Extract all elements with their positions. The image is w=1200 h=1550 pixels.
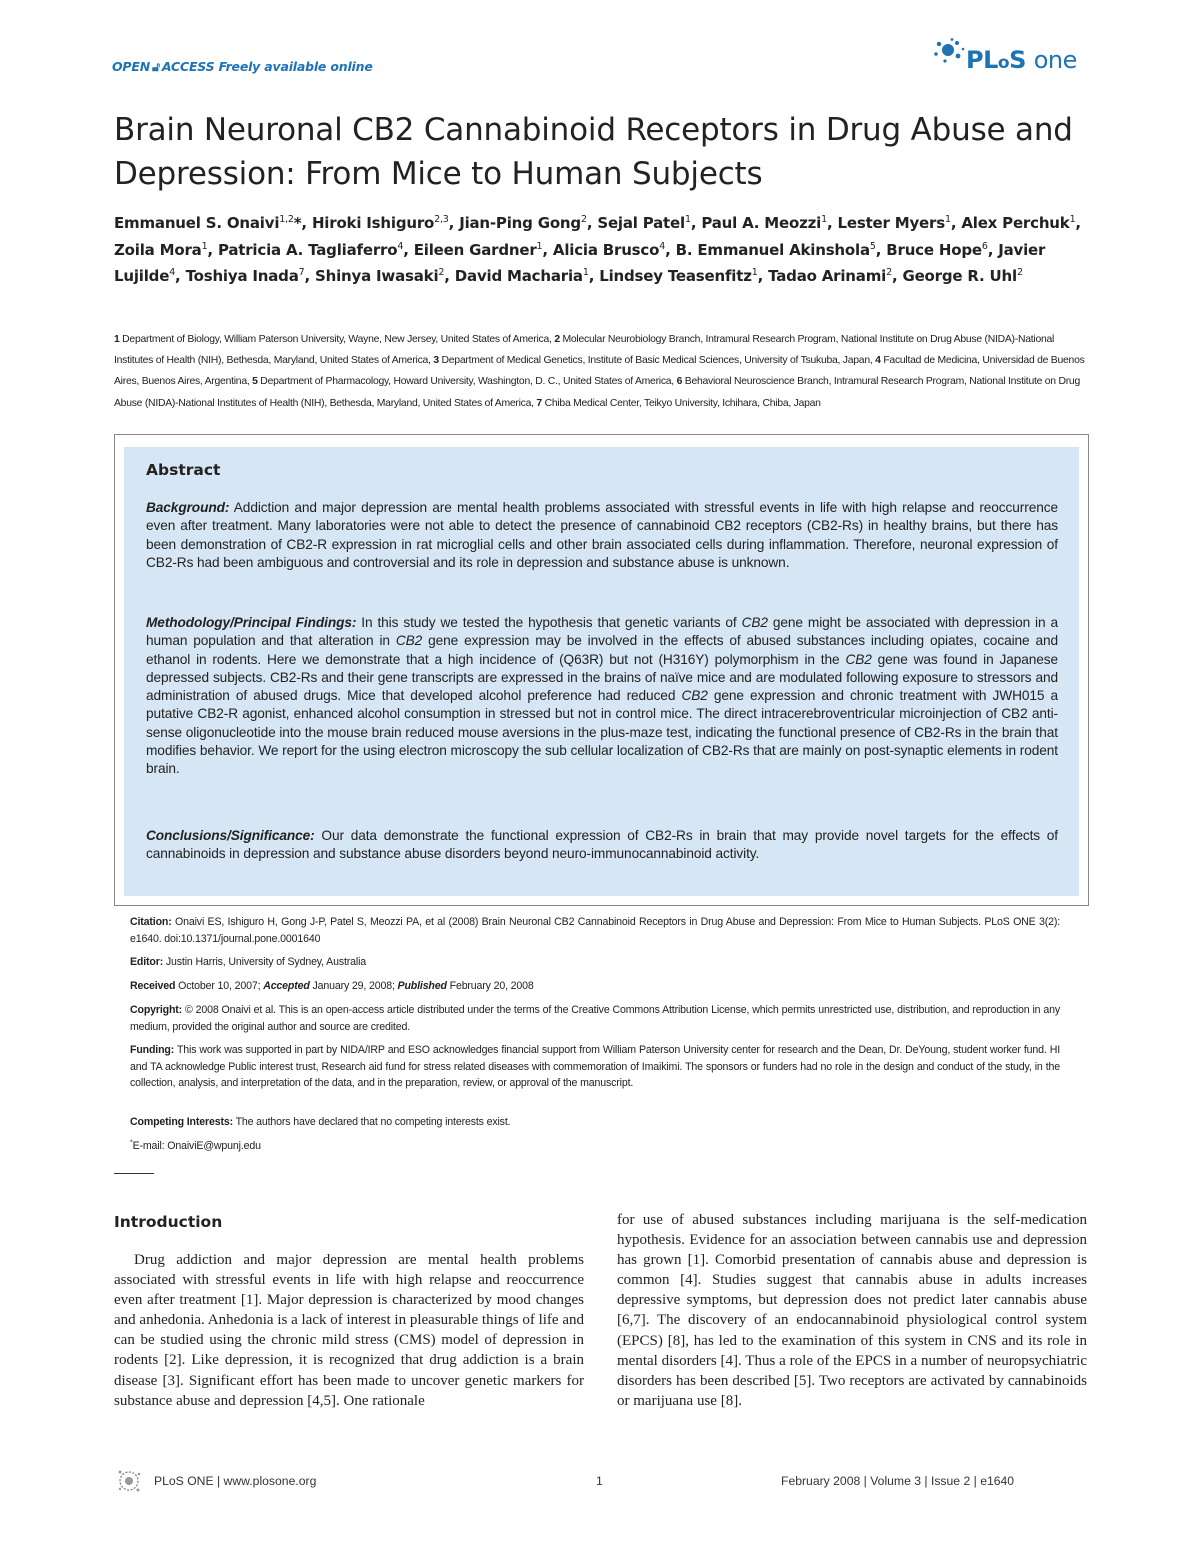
author-affiliation-mark: 2 <box>438 267 445 278</box>
plos-one-wordmark: PLoS one <box>966 46 1077 74</box>
author-affiliation-mark: 2,3 <box>434 214 449 225</box>
copyright: Copyright: © 2008 Onaivi et al. This is an open-access article distributed under the terms of the Creative Commons Attribution License, which permits unrestricted use, distribution, and reproduction in any medium, provided the original author and source are credited. <box>130 1004 1060 1033</box>
author-separator: , <box>875 240 887 259</box>
author-name: Patricia A. Tagliaferro <box>217 240 398 259</box>
affiliation-number: 2 <box>554 334 560 345</box>
author-name: Hiroki Ishiguro <box>311 214 435 232</box>
author-affiliation-mark: 1 <box>821 214 827 225</box>
footer-page-number: 1 <box>596 1474 603 1488</box>
affiliations <box>114 329 1094 414</box>
author-affiliation-mark: 7 <box>298 267 305 278</box>
email: *E-mail: OnaiviE@wpunj.edu <box>130 1139 261 1152</box>
freely-available-label: Freely available online <box>218 59 373 74</box>
author-affiliation-mark: 1 <box>582 267 589 278</box>
author-name: Lindsey Teasenfitz <box>599 267 752 285</box>
author-separator: , <box>665 240 676 259</box>
author-affiliation-mark: 1 <box>536 240 543 252</box>
author-separator: , <box>207 240 218 259</box>
author-name: Eileen Gardner <box>413 240 537 259</box>
author-affiliation-mark: 1 <box>201 240 208 252</box>
author-affiliation-mark: 5 <box>869 240 876 252</box>
introduction-heading: Introduction <box>114 1213 223 1231</box>
affiliation-number: 1 <box>114 334 120 345</box>
author-affiliation-mark: 4 <box>659 240 666 252</box>
affiliation-text: Molecular Neurobiology Branch, Intramural Research Program, National Institute on Drug Abuse (NIDA)-National Institutes of Health (NIH), Bethesda, Maryland, United States of America, <box>114 334 1055 367</box>
author-name: Tadao Arinami <box>768 267 887 285</box>
author-separator: , <box>542 240 553 259</box>
affiliation-number: 7 <box>536 397 542 409</box>
author-name: Toshiya Inada <box>185 267 299 285</box>
affiliation-number: 4 <box>875 355 881 367</box>
author-separator: , <box>987 240 999 259</box>
affiliation-number: 6 <box>676 376 683 388</box>
author-separator: , <box>891 267 903 285</box>
author-affiliation-mark: 6 <box>981 240 988 252</box>
author-affiliation-mark: 2 <box>1016 267 1023 278</box>
author-name: Lester Myers <box>837 214 945 232</box>
author-name: Emmanuel S. Onaivi <box>114 214 280 232</box>
author-name: Alex Perchuk <box>961 214 1070 232</box>
author-separator: , <box>175 267 186 285</box>
open-access-banner <box>112 59 373 75</box>
abstract-methods-paragraph: Methodology/Principal Findings: In this study we tested the hypothesis that genetic variants of CB2 gene might be associated with depression in a human population and that alteration in CB2 gene expression may be involved in the effects of abused substances including opiates, cocaine and ethanol in rodents. Here we demonstrate that a high incidence of (Q63R) but not (H316Y) polymorphism in the CB2 gene was found in Japanese depressed subjects. CB2-Rs and their gene transcripts are expressed in the brains of naïve mice and are modulated following exposure to stressors and administration of abused drugs. Mice that developed alcohol preference had reduced CB2 gene expression and chronic treatment with JWH015 a putative CB2-R agonist, enhanced alcohol consumption in stressed but not in control mice. The direct intracerebroventricular microinjection of CB2 anti-sense oligonucleotide into the mouse brain reduced mouse aversions in the plus-maze test, indicating the functional presence of CB2-Rs in the brain that modifies behavior. We report for the using electron microscopy the sub cellular localization of CB2-Rs that are mainly on post-synaptic elements in rodent brain. <box>146 615 1059 777</box>
author-affiliation-mark: 2 <box>580 214 587 225</box>
affiliation-number: 5 <box>252 376 258 388</box>
affiliation-text: Chiba Medical Center, Teikyo University, Ichihara, Chiba, Japan <box>541 397 821 409</box>
editor: Editor: Justin Harris, University of Sydney, Australia <box>130 956 367 968</box>
author-affiliation-mark: 1,2 <box>279 214 294 225</box>
footer-journal: PLoS ONE | www.plosone.org <box>154 1474 317 1488</box>
author-name: Shinya Iwasaki <box>315 267 439 285</box>
author-name: Paul A. Meozzi <box>701 214 822 232</box>
affiliation-number: 3 <box>433 355 439 367</box>
affiliation-text: Facultad de Medicina, Universidad de Buenos Aires, Buenos Aires, Argentina, <box>114 355 1085 388</box>
affiliation-text: Department of Pharmacology, Howard University, Washington, D. C., United States of America, <box>257 376 677 388</box>
author-separator: , <box>448 214 460 232</box>
author-name: Jian-Ping Gong <box>459 214 581 232</box>
author-separator: , <box>586 214 598 232</box>
intro-left-column: Drug addiction and major depression are mental health problems associated with stressful events in life with high relapse and reoccurrence even after treatment [1]. Major depression is characterized by mood changes and anhedonia. Anhedonia is a lack of interest in pleasurable things of life and can be studied using the chronic mild stress (CMS) model of depression in rodents [2]. Like depression, it is recognized that drug addiction is a brain disease [3]. Significant effort has been made to uncover genetic markers for substance abuse and depression [4,5]. One rationale <box>114 1252 584 1409</box>
author-separator: , <box>950 214 962 232</box>
open-access-label: OPEN <box>112 59 150 74</box>
author-separator: , <box>826 214 838 232</box>
author-name: Zoila Mora <box>114 240 202 259</box>
paper-title: Brain Neuronal CB2 Cannabinoid Receptors in Drug Abuse and Depression: From Mice to Human Subjects <box>114 112 1073 192</box>
abstract-heading: Abstract <box>146 461 221 479</box>
author-list <box>114 210 1104 290</box>
author-name: George R. Uhl <box>902 267 1017 285</box>
plos-footer-logo-icon <box>114 1466 144 1496</box>
author-name: Sejal Patel <box>597 214 685 232</box>
author-name: Bruce Hope <box>886 240 982 259</box>
affiliation-text: Department of Medical Genetics, Institute of Basic Medical Sciences, University of Tsukuba, Japan, <box>438 355 876 367</box>
author-affiliation-mark: 2 <box>886 267 892 278</box>
author-affiliation-mark: 1 <box>1069 214 1076 225</box>
author-affiliation-mark: 4 <box>169 267 176 278</box>
intro-right-column: for use of abused substances including marijuana is the self-medication hypothesis. Evidence for an association between cannabis use and depression has grown [1]. Comorbid presentation of cannabis abuse and depression is common [4]. Studies suggest that cannabis abuse in adults increases depressive symptoms, but depression does not predict later cannabis abuse [6,7]. The discovery of an endocannabinoid physiological control system (EPCS) [8], has led to the examination of this system in CNS and its role in mental disorders [4]. Thus a role of the EPCS in a number of neuropsychiatric disorders has been described [5]. Two receptors are activated by cannabinoids or marijuana use [8]. <box>617 1212 1087 1409</box>
author-affiliation-mark: 1 <box>944 214 951 225</box>
abstract-background-paragraph: Background: Addiction and major depression are mental health problems associated with stressful events in life with high relapse and reoccurrence even after treatment. Many laboratories were not able to detect the presence of cannabinoid CB2 receptors (CB2-Rs) in healthy brains, but there has been demonstration of CB2-R expression in rat microglial cells and other brain associated cells during inflammation. Therefore, neuronal expression of CB2-Rs had been ambiguous and controversial and its role in depression and substance abuse is unknown. <box>146 500 1058 570</box>
open-lock-icon: 🔓︎ <box>152 59 160 74</box>
author-separator: , <box>757 267 769 285</box>
competing-interests: Competing Interests: The authors have declared that no competing interests exist. <box>130 1116 511 1128</box>
author-name: Alicia Brusco <box>552 240 660 259</box>
author-name: Javier Lujilde <box>114 240 1046 285</box>
author-separator: , <box>444 267 455 285</box>
citation: Citation: Onaivi ES, Ishiguro H, Gong J-P, Patel S, Meozzi PA, et al (2008) Brain Neuronal CB2 Cannabinoid Receptors in Drug Abuse and Depression: From Mice to Human Subjects. PLoS ONE 3(2): e1640. doi:10.1371/journal.pone.0001640 <box>130 916 1060 945</box>
abstract-conclusions-paragraph: Conclusions/Significance: Our data demonstrate the functional expression of CB2-Rs in brain that may provide novel targets for the effects of cannabinoids in depression and substance abuse disorders beyond neuro-immunocannabinoid activity. <box>146 828 1059 862</box>
author-separator: , <box>588 267 600 285</box>
author-separator: , <box>690 214 702 232</box>
funding: Funding: This work was supported in part by NIDA/IRP and ESO acknowledges financial support from William Paterson University center for research and the Dean, Dr. DeYoung, student worker fund. HI and TA acknowledge Public interest trust, Research aid fund for stress related diseases with commemoration of Imaikimi. The sponsors or funders had no role in the design and conduct of the study, in the collection, analysis, and interpretation of the data, and in the preparation, review, or approval of the manuscript. <box>130 1044 1060 1090</box>
author-affiliation-mark: 1 <box>751 267 758 278</box>
author-affiliation-mark: 1 <box>684 214 691 225</box>
footer-issue-info: February 2008 | Volume 3 | Issue 2 | e1640 <box>781 1474 1015 1488</box>
author-separator: , <box>304 267 316 285</box>
author-name: David Macharia <box>454 267 583 285</box>
author-affiliation-mark: 4 <box>397 240 404 252</box>
dates: Received October 10, 2007; Accepted January 29, 2008; Published February 20, 2008 <box>130 980 534 992</box>
affiliation-text: Behavioral Neuroscience Branch, Intramural Research Program, National Institute on Drug Abuse (NIDA)-National Institutes of Health (NIH), Bethesda, Maryland, United States of America, <box>114 376 1080 409</box>
author-separator: , <box>403 240 414 259</box>
author-name: B. Emmanuel Akinshola <box>675 240 870 259</box>
author-separator: *, <box>293 214 312 232</box>
section-divider <box>114 1173 154 1174</box>
affiliation-text: Department of Biology, William Paterson University, Wayne, New Jersey, United States of America, <box>119 334 555 345</box>
author-separator: , <box>1075 214 1081 232</box>
access-label: ACCESS <box>161 59 215 74</box>
